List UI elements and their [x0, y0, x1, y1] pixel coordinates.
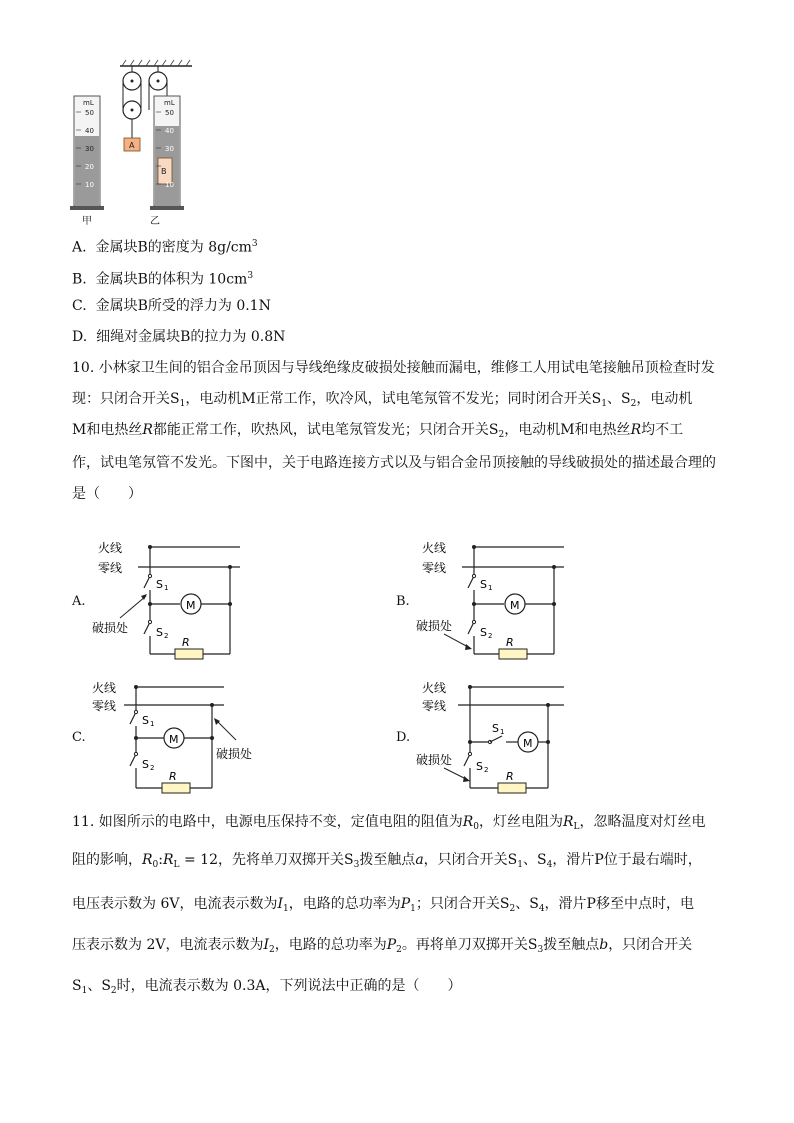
block-a-label: A	[129, 141, 135, 150]
circuit-d-label: D.	[396, 730, 411, 745]
q9-option-c: C. 金属块B所受的浮力为 0.1N	[72, 298, 271, 314]
svg-text:1: 1	[500, 728, 505, 736]
circuit-c	[90, 672, 270, 800]
q11-line-5: $S_1$、$S_2$时，电流表示数为 0.3A，下列说法中正确的是（ ）	[72, 978, 462, 996]
svg-text:40: 40	[85, 127, 94, 135]
svg-text:10: 10	[165, 181, 174, 189]
q10-line-2: 现：只闭合开关$S_1$，电动机M正常工作，吹冷风，试电笔氖管不发光；同时闭合开关$S_1$、$S_2$，电动机	[72, 391, 693, 409]
svg-text:50: 50	[85, 109, 94, 117]
q9-option-d: D. 细绳对金属块B的拉力为 0.8N	[72, 329, 286, 345]
svg-text:2: 2	[488, 632, 493, 640]
svg-text:零线: 零线	[422, 699, 447, 713]
svg-text:M: M	[169, 733, 179, 746]
q10-line-4: 作，试电笔氖管不发光。下图中，关于电路连接方式以及与铝合金吊顶接触的导线破损处的描述最合理的	[72, 455, 716, 471]
svg-text:S: S	[480, 578, 487, 591]
svg-text:破损处: 破损处	[416, 619, 453, 633]
svg-text:S: S	[156, 626, 163, 639]
svg-text:R: R	[182, 636, 190, 649]
circuit-a-label: A.	[72, 594, 86, 609]
circuit-a	[90, 532, 260, 662]
q11-line-3: 电压表示数为 6V，电流表示数为$I_1$，电路的总功率为$P_1$；只闭合开关$S_2$、$S_4$，滑片P移至中点时，电	[72, 896, 694, 914]
q11-line-2: 阻的影响，$R_0:R_L = 12$，先将单刀双掷开关$S_3$拨至触点a，只闭合开关$S_1$、$S_4$，滑片P位于最右端时，	[72, 852, 702, 870]
circuit-b	[414, 532, 584, 662]
circuit-b-label: B.	[396, 594, 410, 609]
svg-text:1: 1	[488, 584, 493, 592]
q11-line-1: 11. 如图所示的电路中，电源电压保持不变，定值电阻的阻值为$R_0$，灯丝电阻为$R_L$，忽略温度对灯丝电	[72, 814, 706, 832]
svg-text:40: 40	[165, 127, 174, 135]
svg-text:零线: 零线	[422, 561, 447, 575]
svg-text:20: 20	[85, 163, 94, 171]
unit-label-a: mL	[83, 99, 94, 107]
svg-text:S: S	[492, 722, 499, 735]
q10-line-3: M和电热丝R都能正常工作，吹热风，试电笔氖管发光；只闭合开关$S_2$，电动机M和电热丝R均不工	[72, 422, 684, 440]
cylinder-a-caption: 甲	[82, 216, 92, 227]
q9-option-b: B. 金属块B的体积为 $10cm^3$	[72, 271, 254, 288]
svg-text:火线: 火线	[92, 681, 117, 695]
svg-text:1: 1	[164, 584, 169, 592]
svg-text:M: M	[510, 599, 520, 612]
cylinder-pulley-figure	[70, 58, 205, 228]
svg-text:火线: 火线	[98, 541, 123, 555]
svg-text:30: 30	[85, 145, 94, 153]
svg-text:火线: 火线	[422, 541, 447, 555]
svg-text:2: 2	[484, 766, 489, 774]
circuit-d	[414, 672, 584, 800]
svg-text:2: 2	[164, 632, 169, 640]
svg-text:1: 1	[150, 720, 155, 728]
svg-text:R: R	[506, 636, 514, 649]
block-b-label: B	[161, 167, 167, 176]
svg-text:S: S	[156, 578, 163, 591]
svg-text:50: 50	[165, 109, 174, 117]
svg-text:S: S	[480, 626, 487, 639]
svg-text:破损处: 破损处	[216, 747, 253, 761]
unit-label-b: mL	[164, 99, 175, 107]
svg-text:零线: 零线	[98, 561, 123, 575]
q10-line-1: 10. 小林家卫生间的铝合金吊顶因与导线绝缘皮破损处接触而漏电，维修工人用试电笔接触吊顶检查时发	[72, 360, 715, 376]
svg-text:破损处: 破损处	[416, 753, 453, 767]
svg-text:S: S	[476, 760, 483, 773]
svg-text:2: 2	[150, 764, 155, 772]
svg-text:S: S	[142, 758, 149, 771]
q10-line-5: 是（ ）	[72, 486, 142, 502]
svg-text:10: 10	[85, 181, 94, 189]
svg-text:零线: 零线	[92, 699, 117, 713]
svg-text:S: S	[142, 714, 149, 727]
svg-text:M: M	[186, 599, 196, 612]
svg-text:M: M	[523, 737, 533, 750]
svg-text:R: R	[169, 770, 177, 783]
q9-option-a: A. 金属块B的密度为 $8g/cm^3$	[72, 239, 258, 256]
svg-text:R: R	[506, 770, 514, 783]
q11-line-4: 压表示数为 2V，电流表示数为$I_2$，电路的总功率为$P_2$。再将单刀双掷开关$S_3$拨至触点b，只闭合开关	[72, 937, 693, 955]
svg-text:火线: 火线	[422, 681, 447, 695]
svg-text:破损处: 破损处	[92, 621, 129, 635]
circuit-c-label: C.	[72, 730, 86, 745]
svg-text:30: 30	[165, 145, 174, 153]
cylinder-b-caption: 乙	[150, 216, 160, 227]
